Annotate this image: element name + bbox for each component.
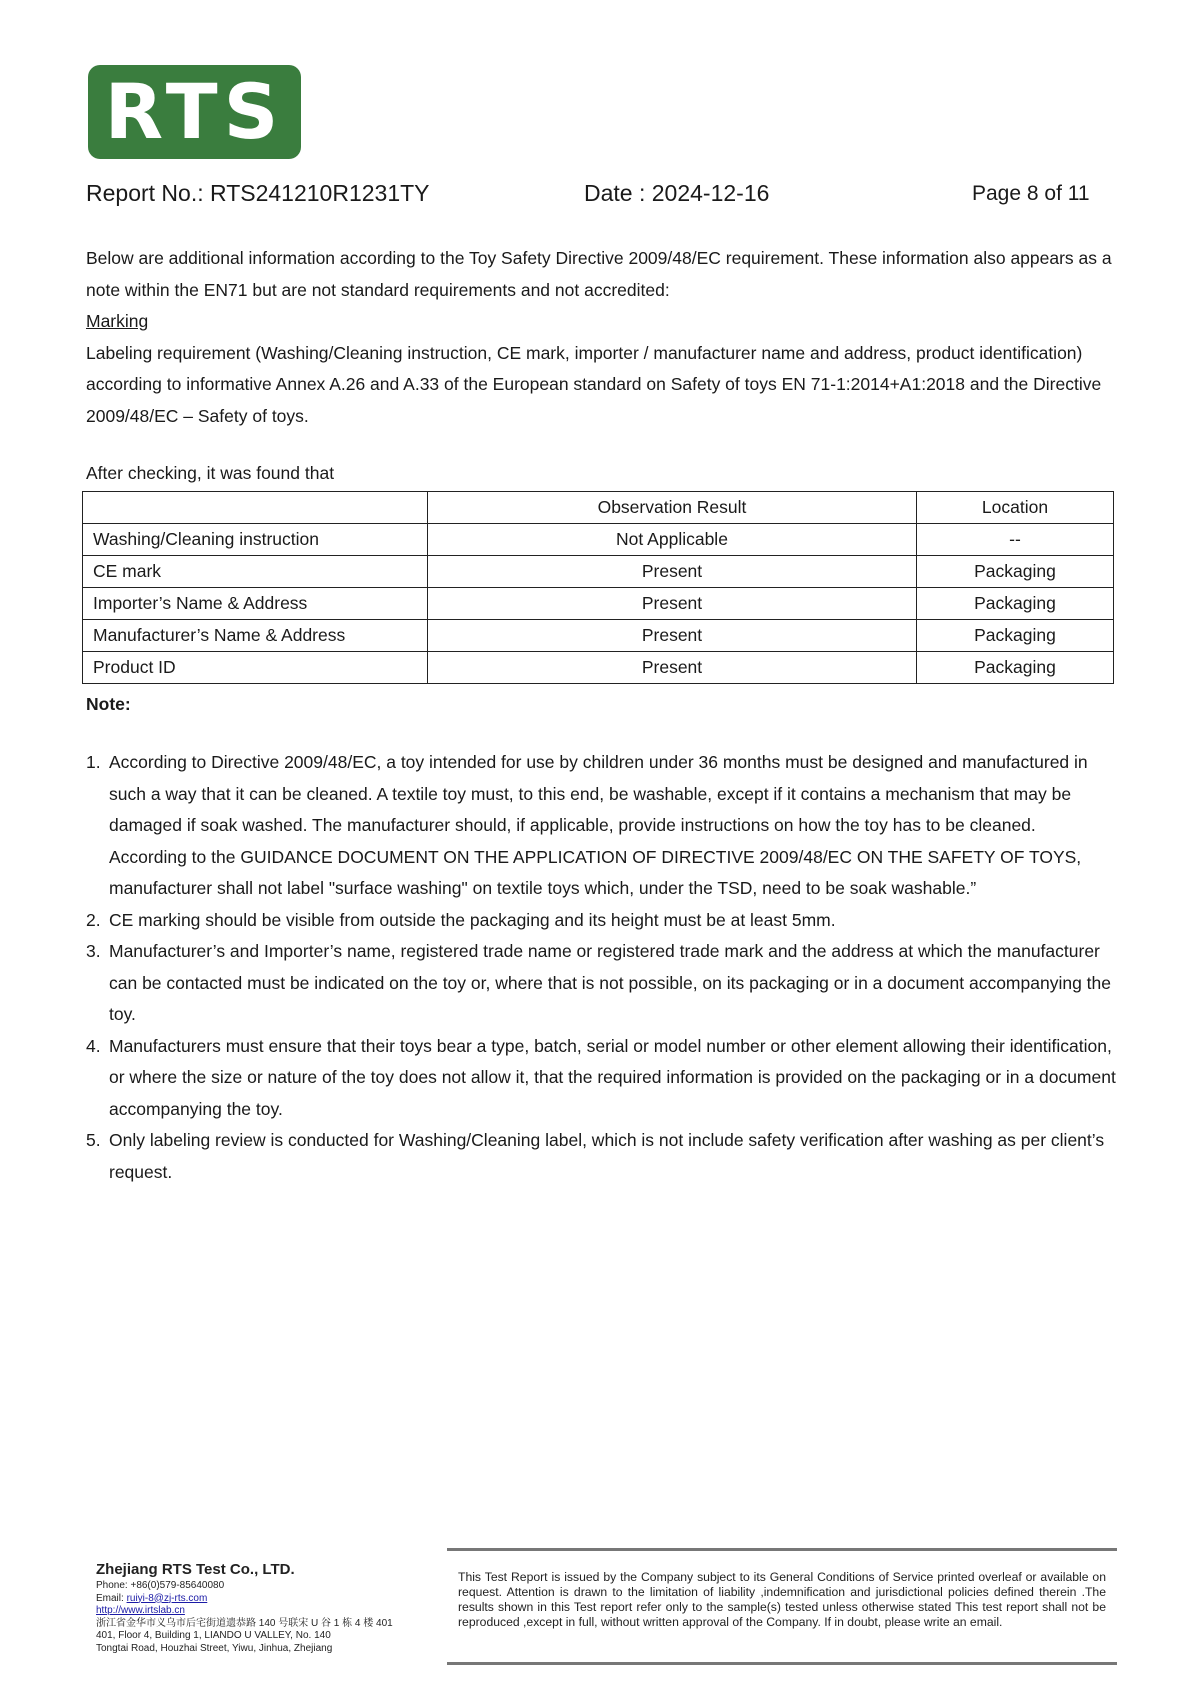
page-number: Page 8 of 11 <box>972 182 1090 205</box>
report-disclaimer: This Test Report is issued by the Company subject to its General Conditions of Service printed overleaf or available on request. Attention is drawn to the limitation of liability ,indemnification and jurisdictional policies defined therein .The results shown in this Test report refer only to the sample(s) tested unless otherwise stated This test report shall not be reproduced ,except in full, without written approval of the Company. If in doubt, please write an email. <box>458 1570 1106 1629</box>
marking-paragraph: Labeling requirement (Washing/Cleaning instruction, CE mark, importer / manufacturer name and address, product identification) according to informative Annex A.26 and A.33 of the European standard on Safety of toys EN 71-1:2014+A1:2018 and the Directive 2009/48/EC – Safety of toys. <box>86 342 1102 426</box>
report-date: Date : 2024-12-16 <box>584 180 770 206</box>
marking-heading: Marking <box>86 311 149 331</box>
company-info <box>96 1560 393 1655</box>
table-cell: Present <box>428 652 917 684</box>
table-row <box>83 620 1114 652</box>
table-cell: Not Applicable <box>428 524 917 556</box>
company-phone: Phone: +86(0)579-85640080 <box>96 1580 225 1591</box>
note-item <box>86 1031 1116 1126</box>
note-label: Note: <box>86 694 131 714</box>
note-text: According to Directive 2009/48/EC, a toy intended for use by children under 36 months must be designed and manufactured in such a way that it can be cleaned. A textile toy must, to this end, be washable, except if it contains a mechanism that may be damaged if soak washed. The manufacturer should, if applicable, provide instructions on how the toy has to be cleaned. According to the GUIDANCE DOCUMENT ON THE APPLICATION OF DIRECTIVE 2009/48/EC ON THE SAFETY OF TOYS, manufacturer shall not label "surface washing" on textile toys which, under the TSD, need to be soak washable.” <box>109 752 1088 898</box>
observation-table <box>82 491 1114 684</box>
table-cell: Product ID <box>83 652 428 684</box>
company-address-line1: 401, Floor 4, Building 1, LIANDO U VALLEY, No. 140 <box>96 1630 331 1641</box>
intro-section <box>86 243 1116 432</box>
company-name: Zhejiang RTS Test Co., LTD. <box>96 1561 295 1578</box>
table-cell: Present <box>428 588 917 620</box>
table-cell: Packaging <box>917 652 1114 684</box>
note-item <box>86 747 1116 905</box>
company-address-cn: 浙江省金华市义乌市后宅街道遗恭路 140 号联宋 U 谷 1 栋 4 楼 401 <box>96 1617 393 1629</box>
table-row <box>83 588 1114 620</box>
note-item <box>86 936 1116 1031</box>
note-number: 1. <box>86 752 101 772</box>
note-item <box>86 905 1116 937</box>
note-text: CE marking should be visible from outside the packaging and its height must be at least 5mm. <box>109 909 836 930</box>
table-cell: CE mark <box>83 556 428 588</box>
logo-text: RTS <box>104 67 285 156</box>
table-cell: Present <box>428 556 917 588</box>
table-header-cell: Location <box>917 492 1114 524</box>
table-row <box>83 652 1114 684</box>
report-number: Report No.: RTS241210R1231TY <box>86 180 430 206</box>
after-checking-text: After checking, it was found that <box>86 463 335 483</box>
table-cell: Present <box>428 620 917 652</box>
website-link[interactable]: http://www.irtslab.cn <box>96 1605 185 1616</box>
note-number: 4. <box>86 1035 101 1056</box>
table-header-row <box>83 492 1114 524</box>
rts-logo <box>88 65 301 159</box>
notes-list <box>86 747 1116 1188</box>
table-cell: Packaging <box>917 620 1114 652</box>
note-text: Only labeling review is conducted for Washing/Cleaning label, which is not include safety verification after washing as per client’s request. <box>109 1130 1105 1182</box>
email-link[interactable]: ruiyi-8@zj-rts.com <box>126 1592 208 1604</box>
note-item <box>86 1125 1116 1188</box>
company-address-line2: Tongtai Road, Houzhai Street, Yiwu, Jinhua, Zhejiang <box>96 1642 333 1654</box>
email-label: Email: <box>96 1592 127 1604</box>
note-number: 2. <box>86 909 101 930</box>
note-text: Manufacturer’s and Importer’s name, registered trade name or registered trade mark and the address at which the manufacturer can be contacted must be indicated on the toy or, where that is not possible, on its packaging or in a document accompanying the toy. <box>109 941 1112 1024</box>
table-cell: Importer’s Name & Address <box>83 588 428 620</box>
table-header-cell <box>83 492 428 524</box>
note-text: Manufacturers must ensure that their toys bear a type, batch, serial or model number or other element allowing their identification, or where the size or nature of the toy does not allow it, that the required information is provided on the packaging or in a document accompanying the toy. <box>109 1035 1116 1119</box>
note-number: 5. <box>86 1130 101 1150</box>
table-cell: -- <box>917 524 1114 556</box>
table-cell: Washing/Cleaning instruction <box>83 524 428 556</box>
table-row <box>83 556 1114 588</box>
intro-paragraph: Below are additional information according to the Toy Safety Directive 2009/48/EC requirement. These information also appears as a note within the EN71 but are not standard requirements and not accredited: <box>86 248 1112 300</box>
table-header-cell: Observation Result <box>428 492 917 524</box>
footer-bottom-rule <box>447 1662 1117 1665</box>
table-cell: Packaging <box>917 556 1114 588</box>
table-cell: Manufacturer’s Name & Address <box>83 620 428 652</box>
footer-top-rule <box>447 1548 1117 1551</box>
note-number: 3. <box>86 941 101 961</box>
company-email-line <box>96 1593 393 1606</box>
table-cell: Packaging <box>917 588 1114 620</box>
table-row <box>83 524 1114 556</box>
